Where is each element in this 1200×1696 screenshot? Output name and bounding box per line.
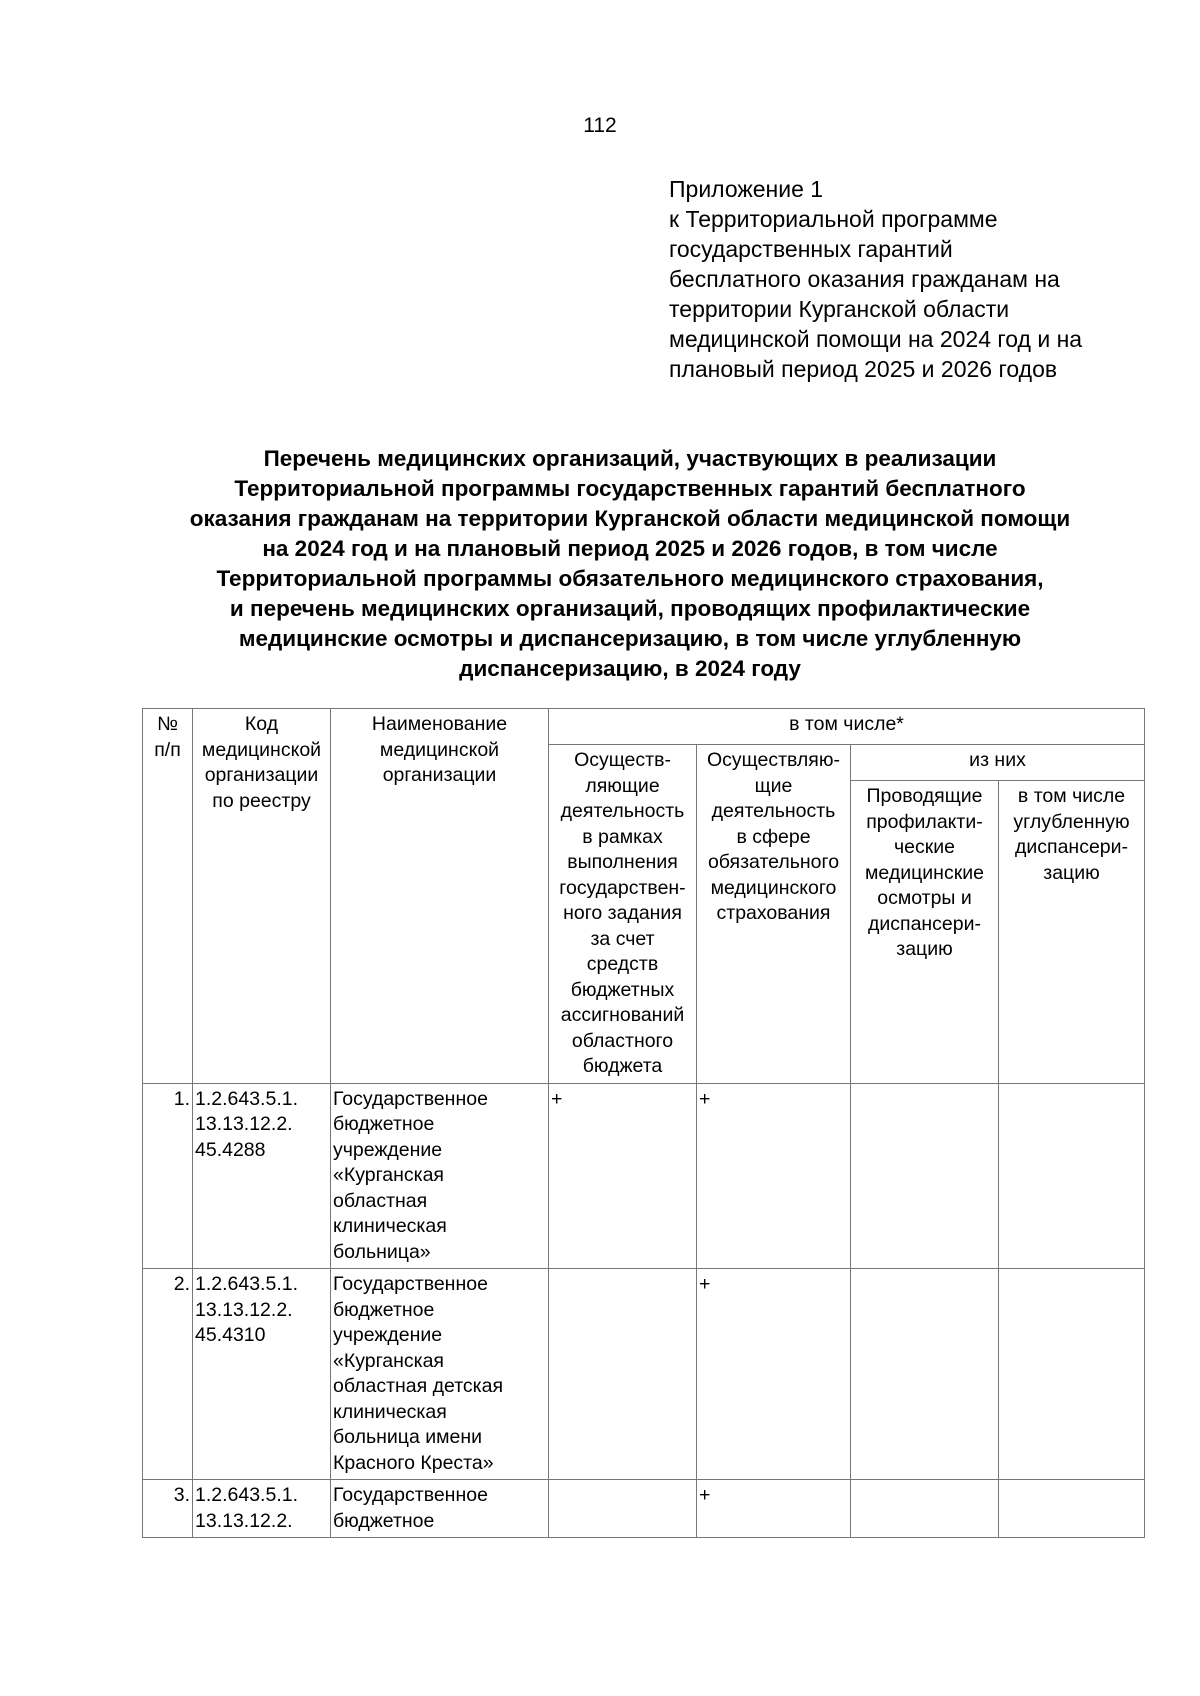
- table-row: [143, 1083, 1145, 1269]
- row-prof-mark: [851, 1480, 999, 1538]
- header-including: в том числе*: [549, 709, 1145, 745]
- title-line: диспансеризацию, в 2024 году: [459, 656, 801, 681]
- row-budget-mark: [549, 1269, 697, 1480]
- page-number: 112: [583, 114, 617, 137]
- header-prophylactic: Проводящие профилакти- ческие медицинские осмотры и диспансери- зацию: [851, 781, 999, 1084]
- row-name: Государственное бюджетное учреждение «Курганская областная детская клиническая больница имени Красного Креста»: [331, 1269, 549, 1480]
- header-of-them: из них: [851, 745, 1145, 781]
- row-oms-mark: +: [697, 1269, 851, 1480]
- row-prof-mark: [851, 1269, 999, 1480]
- header-oms: Осуществляю- щие деятельность в сфере обязательного медицинского страхования: [697, 745, 851, 1084]
- row-prof-mark: [851, 1083, 999, 1269]
- title-line: Территориальной программы обязательного медицинского страхования,: [216, 566, 1044, 591]
- row-oms-mark: +: [697, 1480, 851, 1538]
- row-oms-mark: +: [697, 1083, 851, 1269]
- row-code: 1.2.643.5.1. 13.13.12.2. 45.4310: [193, 1269, 331, 1480]
- title-line: Территориальной программы государственных гарантий бесплатного: [234, 476, 1026, 501]
- row-name: Государственное бюджетное учреждение «Курганская областная клиническая больница»: [331, 1083, 549, 1269]
- organizations-table: [142, 708, 1145, 1538]
- row-name: Государственное бюджетное: [331, 1480, 549, 1538]
- document-title: [130, 444, 1130, 684]
- row-deep-mark: [999, 1083, 1145, 1269]
- row-code: 1.2.643.5.1. 13.13.12.2. 45.4288: [193, 1083, 331, 1269]
- row-budget-mark: [549, 1480, 697, 1538]
- header-deep-dispensary: в том числе углубленную диспансери- зацию: [999, 781, 1145, 1084]
- row-budget-mark: +: [549, 1083, 697, 1269]
- title-line: оказания гражданам на территории Курганской области медицинской помощи: [189, 506, 1071, 531]
- header-code: Код медицинской организации по реестру: [193, 709, 331, 1084]
- row-deep-mark: [999, 1480, 1145, 1538]
- appendix-line: плановый период 2025 и 2026 годов: [669, 356, 1058, 382]
- header-name: Наименование медицинской организации: [331, 709, 549, 1084]
- title-line: на 2024 год и на плановый период 2025 и 2026 годов, в том числе: [262, 536, 998, 561]
- row-code: 1.2.643.5.1. 13.13.12.2.: [193, 1480, 331, 1538]
- row-num: 3.: [143, 1480, 193, 1538]
- appendix-note: [669, 174, 1169, 384]
- title-line: медицинские осмотры и диспансеризацию, в том числе углубленную: [238, 626, 1022, 651]
- appendix-line: к Территориальной программе: [669, 206, 998, 232]
- row-num: 1.: [143, 1083, 193, 1269]
- row-num: 2.: [143, 1269, 193, 1480]
- appendix-line: медицинской помощи на 2024 год и на: [669, 326, 1083, 352]
- appendix-line: бесплатного оказания гражданам на: [669, 266, 1060, 292]
- appendix-line: государственных гарантий: [669, 236, 953, 262]
- appendix-line: Приложение 1: [669, 176, 824, 202]
- appendix-line: территории Курганской области: [669, 296, 1010, 322]
- row-deep-mark: [999, 1269, 1145, 1480]
- title-line: Перечень медицинских организаций, участвующих в реализации: [263, 446, 997, 471]
- header-num: № п/п: [143, 709, 193, 1084]
- header-budget: Осуществ- ляющие деятельность в рамках выполнения государствен- ного задания за счет средств бюджетных ассигнований областного бюджета: [549, 745, 697, 1084]
- table-row: [143, 1480, 1145, 1538]
- table-row: [143, 1269, 1145, 1480]
- title-line: и перечень медицинских организаций, проводящих профилактические: [229, 596, 1031, 621]
